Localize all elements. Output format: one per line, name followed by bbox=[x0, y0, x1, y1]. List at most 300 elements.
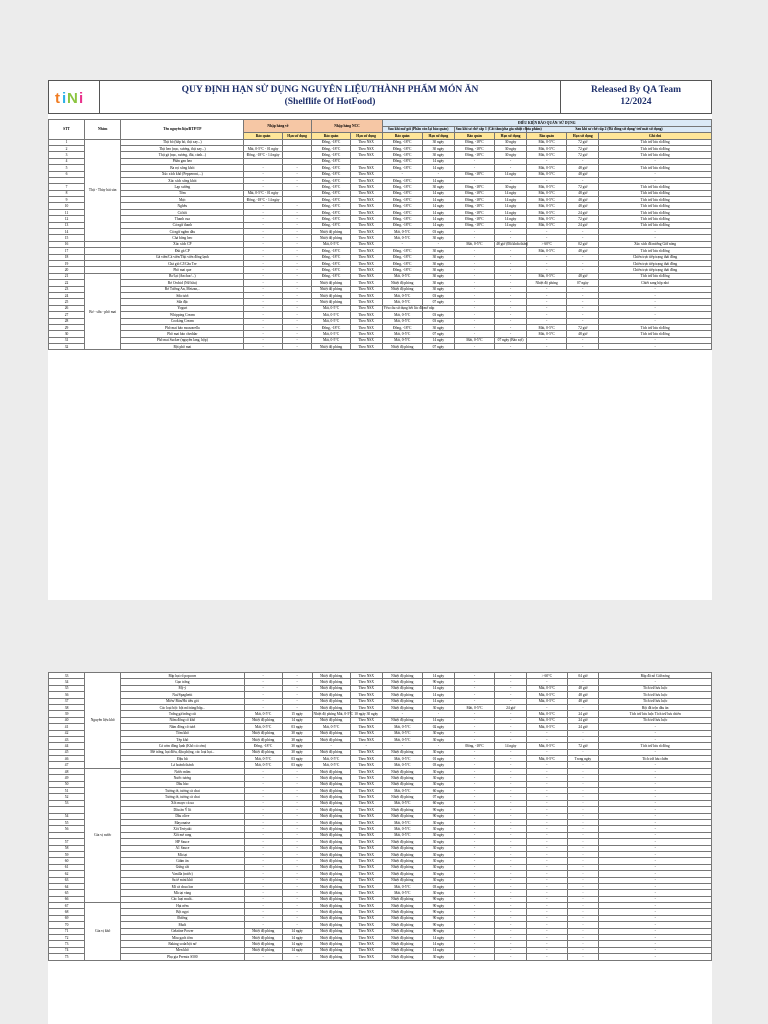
table-cell: Theo NSX bbox=[350, 331, 382, 337]
table-cell: Phô mai bào mozzarella bbox=[121, 324, 244, 330]
table-cell: - bbox=[567, 229, 599, 235]
table-cell: Phần gan heo bbox=[121, 158, 244, 164]
table-cell: Theo NSX bbox=[350, 807, 382, 813]
table-cell: - bbox=[454, 679, 494, 685]
table-cell: 90 ngày bbox=[423, 928, 455, 934]
table-cell: - bbox=[282, 235, 312, 241]
table-cell: - bbox=[282, 216, 312, 222]
table-cell: Nhiệt độ phòng bbox=[312, 704, 350, 710]
table-cell: Mù tạt bbox=[121, 851, 244, 857]
table-cell: - bbox=[244, 807, 282, 813]
table-cell: 30 ngày bbox=[423, 768, 455, 774]
table-cell: Theo NSX bbox=[350, 717, 382, 723]
table-cell: - bbox=[454, 235, 494, 241]
table-cell: Sữa đặc bbox=[121, 299, 244, 305]
table-cell: 13 bbox=[49, 222, 85, 228]
table-cell: Gừng cắt bbox=[121, 864, 244, 870]
table-cell: - bbox=[599, 903, 712, 909]
table-cell: 24 giờ bbox=[495, 704, 527, 710]
table-cell: - bbox=[244, 877, 282, 883]
table-cell: - bbox=[567, 832, 599, 838]
table-cell: - bbox=[244, 273, 282, 279]
table-cell: 3 bbox=[49, 152, 85, 158]
table-cell: - bbox=[454, 331, 494, 337]
table-cell: - bbox=[495, 864, 527, 870]
table-cell: Tích trữ lưu rã đông bbox=[599, 197, 712, 203]
table-cell: 48 giờ bbox=[567, 190, 599, 196]
table-cell: Đông, -18°C bbox=[454, 139, 494, 145]
table-cell: Đông, -18°C bbox=[454, 190, 494, 196]
table-cell: 71 bbox=[49, 928, 85, 934]
table-cell: - bbox=[244, 698, 282, 704]
table-cell: - bbox=[244, 788, 282, 794]
table-cell: Mát, 0-5°C bbox=[382, 826, 422, 832]
table-cell: Mát, 0-5°C bbox=[244, 724, 282, 730]
table-cell: Tích trữ lưu rã đông bbox=[599, 248, 712, 254]
table-cell: - bbox=[567, 909, 599, 915]
table-cell: 70 bbox=[49, 922, 85, 928]
table-cell: 75 bbox=[49, 954, 85, 960]
table-cell: Mát, 0-5°C bbox=[527, 756, 567, 762]
table-cell: Nhiệt độ phòng bbox=[312, 813, 350, 819]
table-cell: - bbox=[282, 794, 312, 800]
table-cell: 24 bbox=[49, 292, 85, 298]
table-cell: - bbox=[599, 158, 712, 164]
table-cell: Mát, 0-5°C bbox=[312, 305, 350, 311]
table-cell: Theo NSX bbox=[350, 165, 382, 171]
table-cell: Nhiệt độ phòng bbox=[312, 915, 350, 921]
table-cell: - bbox=[495, 685, 527, 691]
table-cell: - bbox=[282, 909, 312, 915]
table-cell: Nhiệt độ phòng bbox=[312, 775, 350, 781]
table-cell: Theo NSX bbox=[350, 877, 382, 883]
table-cell: Mát, 0-5°C bbox=[454, 241, 494, 247]
table-cell: - bbox=[495, 756, 527, 762]
table-cell: Mát, 0-5°C bbox=[244, 762, 282, 768]
table-cell: Yogurt bbox=[121, 305, 244, 311]
table-cell: - bbox=[567, 896, 599, 902]
table-cell: 02 ngày bbox=[423, 724, 455, 730]
table-cell: Đông, -18°C bbox=[312, 190, 350, 196]
table-cell: > 60°C bbox=[527, 673, 567, 679]
table-cell: 66 bbox=[49, 896, 85, 902]
table-cell: - bbox=[526, 292, 566, 298]
table-cell: - bbox=[599, 292, 712, 298]
table-cell: - bbox=[495, 158, 527, 164]
table-cell: 03 ngày bbox=[282, 756, 312, 762]
table-cell: - bbox=[454, 851, 494, 857]
table-cell: Nhiệt độ phòng bbox=[382, 280, 422, 286]
table-cell: Đông, -18°C bbox=[312, 152, 350, 158]
table-cell: - bbox=[567, 768, 599, 774]
table-cell: Đùi gà CP bbox=[121, 248, 244, 254]
table-cell: Theo NSX bbox=[350, 692, 382, 698]
table-cell: 07 ngày bbox=[422, 299, 454, 305]
table-cell: Miến/ Bún/Hủ tiếu gói bbox=[121, 698, 244, 704]
table-cell: Nhiệt độ phòng bbox=[382, 941, 422, 947]
table-cell: - bbox=[244, 896, 282, 902]
table-cell: - bbox=[454, 248, 494, 254]
table-cell: 33 bbox=[49, 673, 85, 679]
group-label: Gia vị khô bbox=[85, 903, 121, 961]
table-cell: - bbox=[244, 222, 282, 228]
table-cell: - bbox=[454, 813, 494, 819]
table-cell: - bbox=[495, 800, 527, 806]
table-cell: - bbox=[454, 730, 494, 736]
table-cell: - bbox=[495, 819, 527, 825]
table-cell: 41 bbox=[49, 724, 85, 730]
table-cell: - bbox=[567, 337, 599, 343]
table-cell: - bbox=[567, 235, 599, 241]
table-cell: Theo NSX bbox=[350, 312, 382, 318]
table-cell: Mát, 0-5°C bbox=[526, 203, 566, 209]
table-cell: - bbox=[454, 845, 494, 851]
table-cell: Theo NSX bbox=[350, 813, 382, 819]
table-cell: - bbox=[526, 318, 566, 324]
table-cell: Theo NSX bbox=[350, 954, 382, 960]
table-cell: - bbox=[282, 890, 312, 896]
table-cell: - bbox=[599, 299, 712, 305]
table-cell: 01 ngày bbox=[423, 756, 455, 762]
table-cell: Nhiệt độ phòng bbox=[382, 344, 422, 350]
table-cell: Đông, -18°C bbox=[312, 324, 350, 330]
table-cell: - bbox=[282, 203, 312, 209]
table-cell: - bbox=[454, 794, 494, 800]
table-cell: - bbox=[454, 312, 494, 318]
table-cell: 48 giờ bbox=[567, 692, 599, 698]
table-cell: Theo NSX bbox=[350, 794, 382, 800]
table-cell: 40 bbox=[49, 717, 85, 723]
table-cell: Theo NSX bbox=[350, 730, 382, 736]
table-cell: 57 bbox=[49, 839, 85, 845]
group-label: Nguyên liệu khô bbox=[85, 673, 121, 769]
table-cell: 07 ngày bbox=[422, 331, 454, 337]
table-cell: Mát, 0-5°C bbox=[526, 216, 566, 222]
table-cell: - bbox=[599, 749, 712, 755]
table-cell: - bbox=[599, 679, 712, 685]
table-cell: Theo NSX bbox=[350, 890, 382, 896]
table-cell: - bbox=[527, 909, 567, 915]
table-cell: - bbox=[454, 807, 494, 813]
table-cell: - bbox=[454, 935, 494, 941]
table-cell: 30 ngày bbox=[423, 832, 455, 838]
table-cell: Nhiệt độ phòng bbox=[312, 832, 350, 838]
table-cell: - bbox=[495, 717, 527, 723]
table-cell: Theo NSX bbox=[350, 254, 382, 260]
table-cell: Theo NSX bbox=[350, 145, 382, 151]
table-cell: Theo NSX bbox=[350, 922, 382, 928]
table-cell: - bbox=[495, 826, 527, 832]
table-cell: Tích trữ lưu rã đông bbox=[599, 139, 712, 145]
table-cell: Mát, 0-5°C bbox=[244, 711, 282, 717]
table-cell: 14 ngày bbox=[422, 209, 454, 215]
table-cell: - bbox=[454, 800, 494, 806]
table-cell: - bbox=[244, 209, 282, 215]
table-cell: - bbox=[567, 800, 599, 806]
table-cell: Đông, -18°C bbox=[312, 216, 350, 222]
table-cell: 07 ngày bbox=[423, 794, 455, 800]
table-cell: 15 ngày bbox=[282, 711, 312, 717]
table-cell: Nhiệt độ phòng bbox=[312, 896, 350, 902]
table-cell: - bbox=[567, 826, 599, 832]
table-cell: Theo NSX bbox=[350, 337, 382, 343]
table-cell: - bbox=[282, 813, 312, 819]
table-cell: - bbox=[244, 344, 282, 350]
table-cell: 19 bbox=[49, 260, 85, 266]
table-cell: 45 bbox=[49, 749, 85, 755]
table-cell: - bbox=[244, 267, 282, 273]
table-cell: - bbox=[282, 858, 312, 864]
table-cell: - bbox=[526, 267, 566, 273]
table-cell: Mát, 0-5°C bbox=[382, 762, 422, 768]
table-cell: 32 bbox=[49, 344, 85, 350]
table-cell: Đông, -18°C bbox=[312, 145, 350, 151]
table-cell: Nhiệt độ phòng bbox=[382, 673, 422, 679]
table-cell: 48 giờ bbox=[567, 248, 599, 254]
table-cell: Nhiệt độ phòng bbox=[244, 947, 282, 953]
table-cell: 30 ngày bbox=[422, 152, 454, 158]
table-cell: Theo NSX bbox=[350, 222, 382, 228]
table-cell: Đông, -18°C bbox=[312, 139, 350, 145]
table-cell: - bbox=[454, 762, 494, 768]
table-cell: - bbox=[567, 736, 599, 742]
svg-text:i: i bbox=[62, 90, 67, 107]
table-cell: - bbox=[282, 915, 312, 921]
table-cell: Đông, -18°C bbox=[382, 203, 422, 209]
table-cell: - bbox=[599, 851, 712, 857]
table-cell: - bbox=[527, 947, 567, 953]
table-cell: - bbox=[282, 871, 312, 877]
table-cell: Theo NSX bbox=[350, 184, 382, 190]
table-cell: - bbox=[244, 235, 282, 241]
table-cell: Mát, 0-5°C bbox=[526, 152, 566, 158]
table-cell: - bbox=[282, 698, 312, 704]
table-cell: - bbox=[599, 845, 712, 851]
table-cell: Tích trữ lưu luộc bbox=[599, 717, 712, 723]
table-cell: - bbox=[454, 922, 494, 928]
table-cell: Mát, 0-5°C bbox=[244, 756, 282, 762]
table-cell: Mát, 0-5°C bbox=[312, 762, 350, 768]
table-cell: - bbox=[567, 788, 599, 794]
table-cell: Theo NSX bbox=[350, 851, 382, 857]
table-cell: Gà viên/Cá viên/Thịt viên đông lạnh bbox=[121, 254, 244, 260]
table-cell: - bbox=[495, 839, 527, 845]
table-cell: Theo NSX bbox=[350, 248, 382, 254]
table-cell: - bbox=[454, 305, 494, 311]
table-cell: - bbox=[454, 229, 494, 235]
table-cell: 30 ngày bbox=[422, 273, 454, 279]
table-cell: Baking soda/bột nở bbox=[121, 941, 244, 947]
brand-logo bbox=[49, 81, 100, 113]
table-cell: 30 ngày bbox=[423, 704, 455, 710]
table-cell: - bbox=[282, 896, 312, 902]
table-cell: - bbox=[282, 273, 312, 279]
table-cell: - bbox=[244, 292, 282, 298]
table-cell: 30 ngày bbox=[495, 152, 527, 158]
table-cell: Tích trữ lưu luộc bbox=[599, 685, 712, 691]
table-cell: Mát, 0-5°C bbox=[526, 273, 566, 279]
table-cell: - bbox=[567, 305, 599, 311]
table-cell: Theo NSX bbox=[350, 280, 382, 286]
table-cell: Nhiệt độ phòng bbox=[382, 877, 422, 883]
table-cell: Bột ngọt bbox=[121, 909, 244, 915]
table-cell: Mát, 0-5°C bbox=[382, 890, 422, 896]
table-cell: - bbox=[527, 762, 567, 768]
table-cell: 14 bbox=[49, 229, 85, 235]
table-cell: - bbox=[454, 158, 494, 164]
table-cell: Nhiệt độ phòng bbox=[382, 947, 422, 953]
table-cell: Trứng gà/trứng cút bbox=[121, 711, 244, 717]
table-cell: Nhiệt độ phòng bbox=[312, 673, 350, 679]
table-cell: 67 bbox=[49, 903, 85, 909]
table-cell: Nhiệt độ phòng bbox=[382, 679, 422, 685]
table-cell: - bbox=[282, 324, 312, 330]
table-cell: 49 bbox=[49, 775, 85, 781]
table-row bbox=[49, 344, 712, 350]
table-cell: - bbox=[244, 890, 282, 896]
table-cell: - bbox=[495, 845, 527, 851]
table-cell: Nhiệt độ phòng bbox=[312, 883, 350, 889]
table-cell: - bbox=[454, 883, 494, 889]
table-cell: 21 bbox=[49, 273, 85, 279]
table-cell: Nhiệt độ phòng bbox=[312, 692, 350, 698]
table-cell: Nhiệt độ phòng bbox=[312, 864, 350, 870]
table-cell: - bbox=[527, 903, 567, 909]
table-cell: 72 giờ bbox=[567, 184, 599, 190]
table-cell: - bbox=[454, 165, 494, 171]
table-cell: Nhiệt độ phòng bbox=[312, 928, 350, 934]
table-cell: - bbox=[244, 318, 282, 324]
table-cell: Đông, -18°C bbox=[382, 260, 422, 266]
table-cell: 47 bbox=[49, 762, 85, 768]
table-cell: - bbox=[244, 794, 282, 800]
table-cell: - bbox=[599, 864, 712, 870]
table-cell: Mát, 0-5°C bbox=[526, 222, 566, 228]
col-prep-2: Sau khi sơ chế cấp 2 (Đã đóng sử dụng/ trữ mát sử dụng) bbox=[526, 126, 711, 132]
table-cell: 72 giờ bbox=[567, 216, 599, 222]
table-cell: - bbox=[454, 177, 494, 183]
table-cell: Nước tương bbox=[121, 775, 244, 781]
table-cell: - bbox=[527, 781, 567, 787]
table-cell: - bbox=[527, 922, 567, 928]
table-cell: 60 ngày bbox=[423, 800, 455, 806]
table-cell: Nhiệt độ phòng bbox=[244, 928, 282, 934]
table-cell: - bbox=[282, 685, 312, 691]
table-cell: 30 ngày bbox=[422, 254, 454, 260]
table-cell: - bbox=[244, 954, 282, 960]
table-cell: - bbox=[244, 813, 282, 819]
table-cell: - bbox=[599, 235, 712, 241]
table-cell: - bbox=[454, 890, 494, 896]
table-cell: 14 ngày bbox=[423, 692, 455, 698]
table-cell: 74 bbox=[49, 947, 85, 953]
table-cell: Theo NSX bbox=[350, 305, 382, 311]
table-cell: 30 ngày bbox=[282, 749, 312, 755]
table-cell: - bbox=[495, 305, 527, 311]
table-cell: - bbox=[382, 241, 422, 247]
table-cell: - bbox=[244, 909, 282, 915]
table-cell: - bbox=[244, 280, 282, 286]
table-cell: Mè trắng, hạt điều, đậu phộng, các loại hạt... bbox=[121, 749, 244, 755]
table-cell: - bbox=[527, 832, 567, 838]
table-cell: Mát, 0-5°C bbox=[382, 229, 422, 235]
table-cell: Nhiệt độ phòng bbox=[312, 730, 350, 736]
table-cell: - bbox=[567, 254, 599, 260]
table-cell: - bbox=[495, 903, 527, 909]
table-cell: Mát, 0-5°C bbox=[527, 692, 567, 698]
table-cell: - bbox=[244, 839, 282, 845]
table-cell: - bbox=[599, 819, 712, 825]
table-cell: 48 giờ bbox=[567, 165, 599, 171]
table-cell: 14 ngày bbox=[495, 197, 527, 203]
table-cell: 1 bbox=[49, 139, 85, 145]
table-cell: - bbox=[244, 229, 282, 235]
table-cell: - bbox=[454, 292, 494, 298]
table-cell: Đông, -18°C bbox=[382, 267, 422, 273]
table-cell: Mát, 0-5°C - 01 ngày bbox=[244, 145, 282, 151]
table-cell: - bbox=[527, 915, 567, 921]
table-cell: 34 bbox=[49, 679, 85, 685]
table-cell: Theo NSX bbox=[350, 267, 382, 273]
table-cell: Nhiệt độ phòng bbox=[312, 935, 350, 941]
table-cell: - bbox=[599, 768, 712, 774]
table-cell: 90 ngày bbox=[423, 813, 455, 819]
table-cell: - bbox=[454, 280, 494, 286]
table-cell: - bbox=[282, 318, 312, 324]
table-cell: - bbox=[454, 775, 494, 781]
table-cell: - bbox=[282, 954, 312, 960]
table-cell: Nhiệt độ phòng bbox=[312, 280, 350, 286]
table-cell: - bbox=[382, 743, 422, 749]
table-cell: - bbox=[527, 864, 567, 870]
table-cell: 14 ngày bbox=[423, 935, 455, 941]
table-cell: - bbox=[282, 248, 312, 254]
table-cell: 52 bbox=[49, 794, 85, 800]
table-cell: Đông, -18°C bbox=[312, 267, 350, 273]
table-cell: 72 giờ bbox=[567, 139, 599, 145]
table-cell: - bbox=[454, 273, 494, 279]
table-cell: Nhiệt độ phòng bbox=[382, 813, 422, 819]
table-cell: Nhiệt độ phòng bbox=[312, 871, 350, 877]
table-cell: - bbox=[244, 331, 282, 337]
table-cell: 46 bbox=[49, 756, 85, 762]
col-stt: STT bbox=[49, 120, 85, 139]
table-cell: Mayonaise bbox=[121, 819, 244, 825]
table-cell: 27 bbox=[49, 312, 85, 318]
table-cell: Vanilla (nước) bbox=[121, 871, 244, 877]
table-cell: - bbox=[567, 954, 599, 960]
table-cell: - bbox=[567, 858, 599, 864]
table-cell: Nhiệt độ phòng bbox=[312, 736, 350, 742]
table-cell: - bbox=[422, 171, 454, 177]
table-cell: Theo NSX bbox=[350, 292, 382, 298]
table-cell: Theo NSX bbox=[350, 229, 382, 235]
table-cell: 30 ngày bbox=[422, 139, 454, 145]
document-header bbox=[48, 80, 712, 114]
table-cell: Tích trữ lưu rã đông bbox=[599, 190, 712, 196]
table-cell: 90 ngày bbox=[423, 679, 455, 685]
table-cell: Nhiệt độ phòng bbox=[382, 915, 422, 921]
table-cell: - bbox=[454, 941, 494, 947]
table-cell: - bbox=[454, 947, 494, 953]
table-cell: Nhiệt độ phòng bbox=[312, 839, 350, 845]
table-cell: - bbox=[567, 947, 599, 953]
table-cell: 30 ngày bbox=[423, 851, 455, 857]
col-after-open: Sau khi mở gói (Phần còn lại bảo quản) bbox=[382, 126, 454, 132]
table-cell: Mát, 0-5°C bbox=[312, 241, 350, 247]
table-cell: 58 bbox=[49, 845, 85, 851]
table-cell: - bbox=[527, 851, 567, 857]
